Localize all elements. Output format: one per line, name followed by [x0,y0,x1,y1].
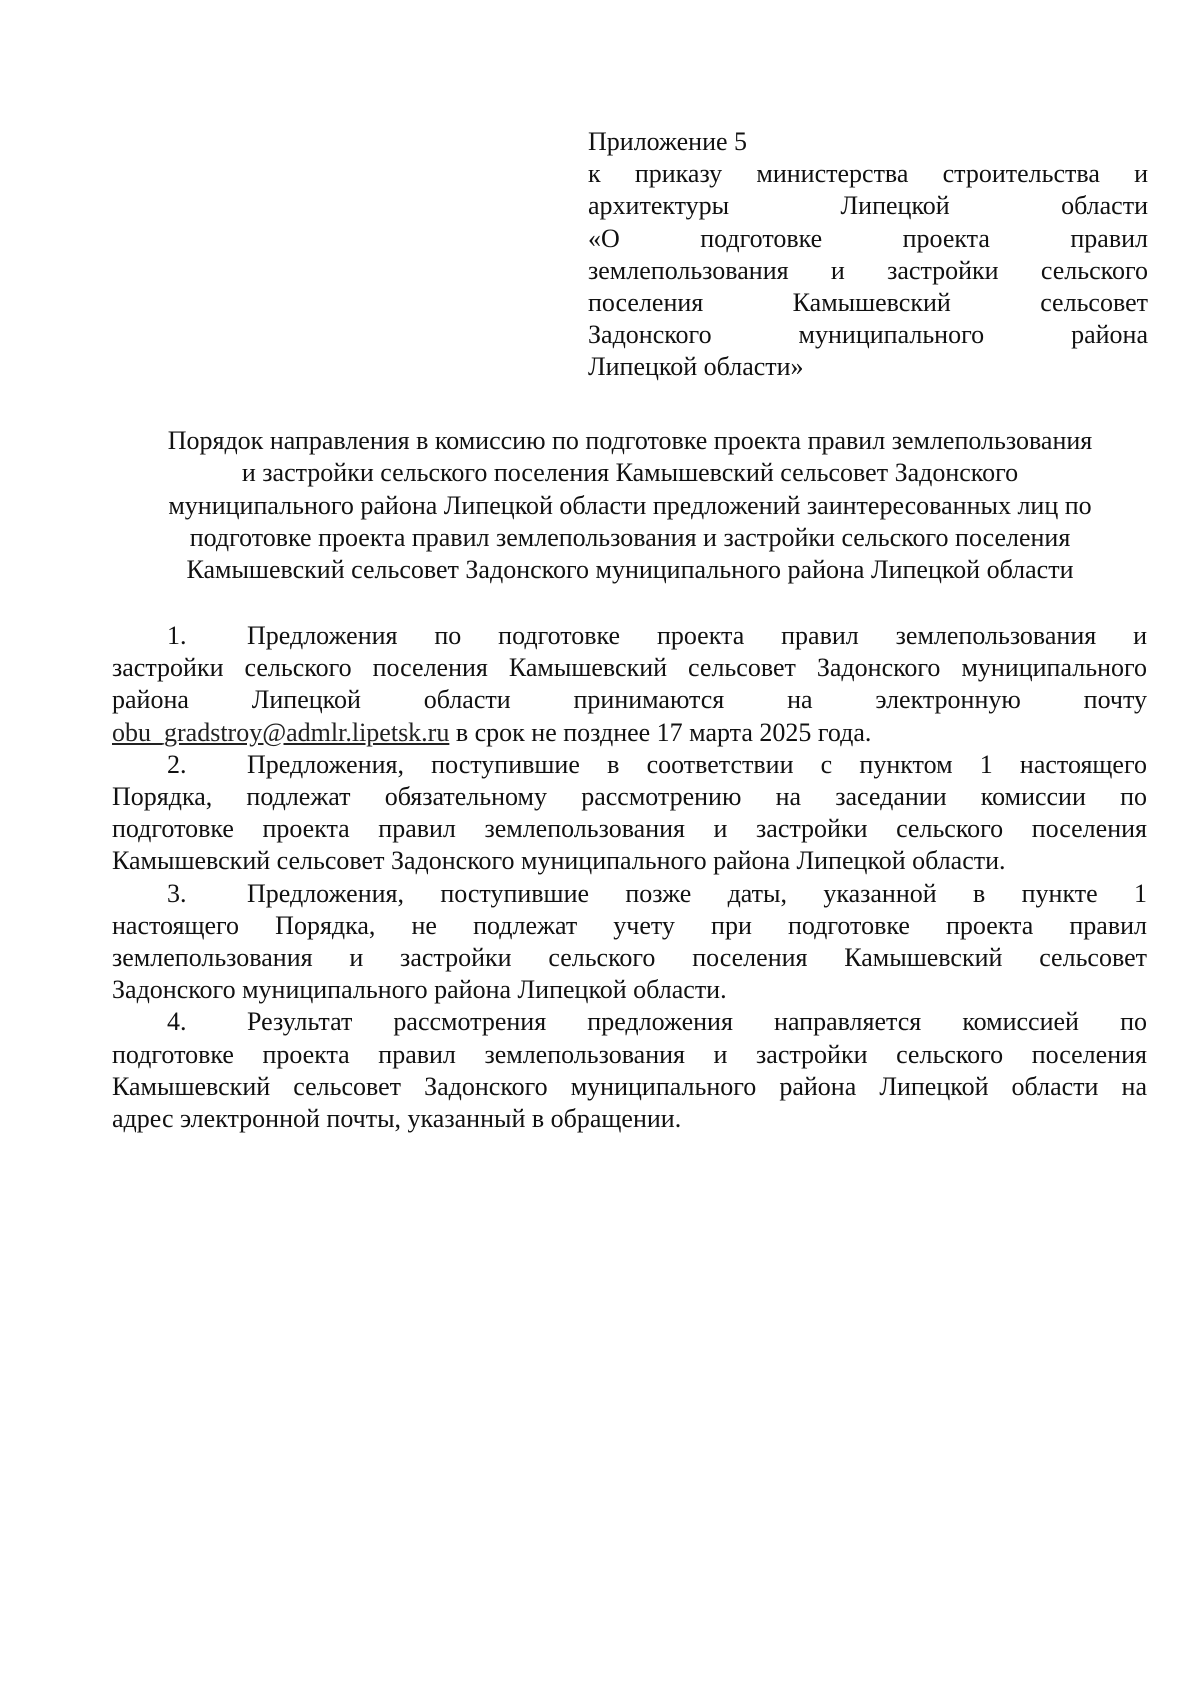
title-line: и застройки сельского поселения Камышевский сельсовет Задонского [241,458,1019,488]
list-item-1 [112,620,1147,749]
list-item-3 [112,878,1147,1007]
item-line: Камышевский сельсовет Задонского муниципального района Липецкой области на [112,1071,1147,1101]
item-line: подготовке проекта правил землепользования и застройки сельского поселения [112,1039,1147,1069]
item-first-line [112,620,1147,652]
item-text: Результат рассмотрения предложения направляется комиссией по [247,1007,1147,1037]
title-line: Порядок направления в комиссию по подготовке проекта правил землепользования [167,426,1093,455]
item-number: 4. [167,1007,187,1037]
item-line: Задонского муниципального района Липецкой области. [112,975,727,1005]
item-line: землепользования и застройки сельского поселения Камышевский сельсовет [112,943,1147,973]
appendix-line: «О подготовке проекта правил [588,223,1148,253]
item-first-line [112,749,1147,781]
document-title [100,425,1160,586]
item-text: Предложения, поступившие позже даты, указанной в пункте 1 [247,878,1147,908]
item-line: Камышевский сельсовет Задонского муниципального района Липецкой области. [112,846,1006,876]
appendix-line: Задонского муниципального района [588,320,1148,350]
list-item-2 [112,749,1147,878]
appendix-line: Липецкой области» [588,352,804,382]
email-link[interactable]: obu_gradstroy@admlr.lipetsk.ru [112,717,450,747]
item-first-line [112,878,1147,910]
item-number: 1. [167,621,187,650]
item-first-line [112,1006,1147,1038]
item-line: района Липецкой области принимаются на электронную почту [112,685,1147,715]
appendix-line: землепользования и застройки сельского [588,255,1148,285]
item-line: застройки сельского поселения Камышевский сельсовет Задонского муниципального [112,653,1147,683]
item-line: адрес электронной почты, указанный в обращении. [112,1104,682,1134]
item-text: в срок не позднее 17 марта 2025 года. [449,717,872,747]
item-text: Предложения по подготовке проекта правил землепользования и [247,621,1147,650]
list-item-4 [112,1006,1147,1135]
document-body [112,620,1147,1135]
item-text: Предложения, поступившие в соответствии с пунктом 1 настоящего [247,749,1147,779]
item-line [112,717,1147,749]
item-number: 2. [167,749,187,779]
appendix-header [588,126,1148,384]
appendix-line: архитектуры Липецкой области [588,191,1148,221]
title-line: подготовке проекта правил землепользования и застройки сельского поселения [189,522,1071,552]
appendix-line: к приказу министерства строительства и [588,159,1148,189]
appendix-line: Приложение 5 [588,127,748,156]
item-line: настоящего Порядка, не подлежат учету при подготовке проекта правил [112,910,1147,940]
title-line: муниципального района Липецкой области предложений заинтересованных лиц по [168,490,1092,520]
title-line: Камышевский сельсовет Задонского муниципального района Липецкой области [186,555,1074,585]
appendix-line: поселения Камышевский сельсовет [588,288,1148,318]
item-line: Порядка, подлежат обязательному рассмотрению на заседании комиссии по [112,782,1147,812]
item-line: подготовке проекта правил землепользования и застройки сельского поселения [112,814,1147,844]
item-number: 3. [167,878,187,908]
